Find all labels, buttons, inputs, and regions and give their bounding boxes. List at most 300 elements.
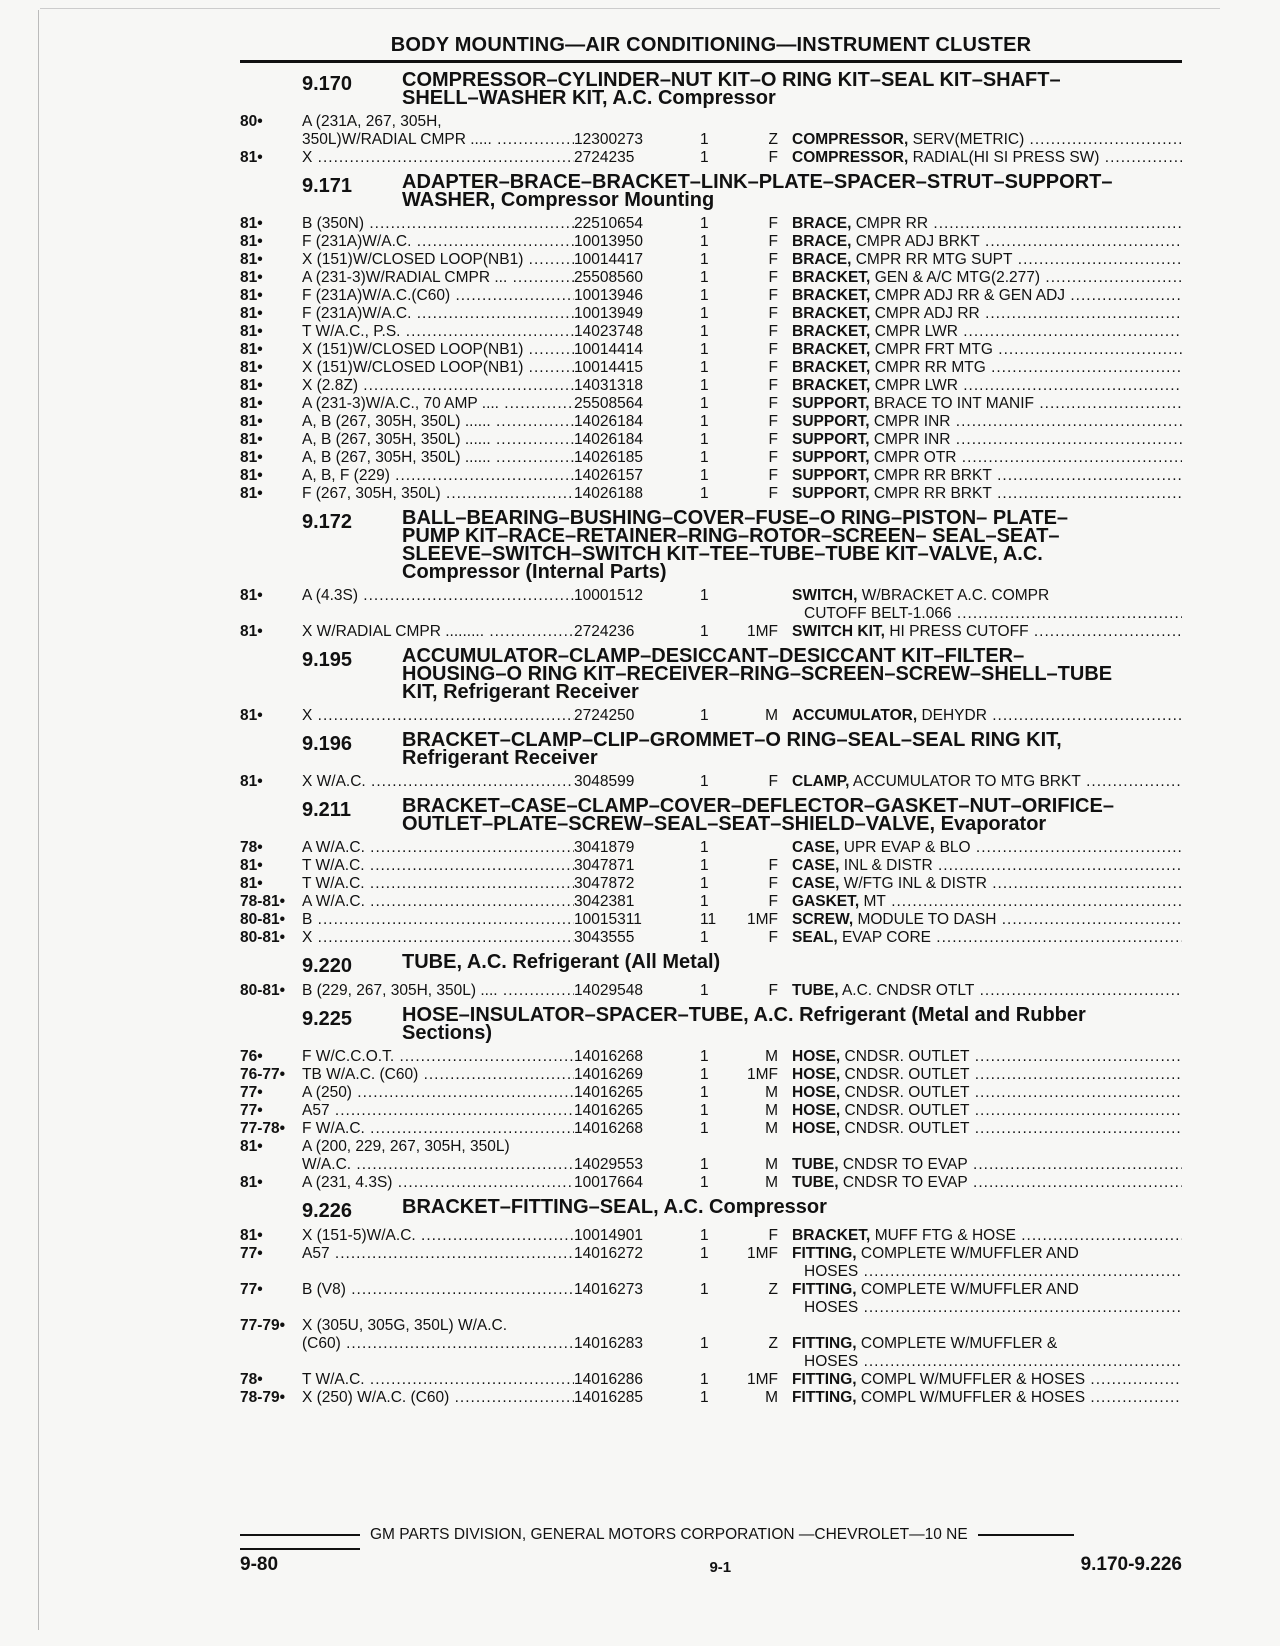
description-name: BRACKET, — [792, 377, 871, 394]
application-text: X — [302, 707, 313, 724]
quantity: 1 — [700, 1245, 709, 1262]
description-cell — [792, 1389, 1182, 1407]
description-name: BRACKET, — [792, 323, 871, 340]
application-cell — [302, 377, 574, 395]
model-year: 81• — [240, 449, 263, 466]
description-cell — [792, 1281, 1182, 1299]
description-name: BRACKET, — [792, 269, 871, 286]
source-code — [738, 1317, 792, 1335]
description-cell — [792, 467, 1182, 485]
leader-dots — [312, 149, 574, 166]
application-cell — [302, 1371, 574, 1389]
application-cell — [302, 911, 574, 929]
section-9-171 — [240, 173, 1182, 503]
model-year: 81• — [240, 1174, 263, 1191]
description-name: HOSE, — [792, 1048, 841, 1065]
parts-row — [240, 1389, 1182, 1407]
leader-dots — [1034, 395, 1182, 412]
description-cell — [792, 623, 1182, 641]
description-name: BRACKET, — [792, 1227, 871, 1244]
description-name: TUBE, — [792, 1156, 839, 1173]
model-year: 77• — [240, 1245, 263, 1262]
source-code: M — [765, 1120, 778, 1137]
description-name: TUBE, — [792, 982, 839, 999]
parts-row — [240, 341, 1182, 359]
description-name: COMPRESSOR, — [792, 149, 909, 166]
section-9-225 — [240, 1006, 1182, 1192]
leader-dots — [491, 413, 574, 430]
application-cell — [302, 215, 574, 233]
description-text: CMPR RR MTG — [874, 359, 986, 376]
part-number: 10015311 — [574, 911, 642, 928]
parts-row — [240, 707, 1182, 725]
application-cell — [302, 1227, 574, 1245]
description-cell — [792, 1120, 1182, 1138]
section-title-line: ADAPTER–BRACE–BRACKET–LINK–PLATE–SPACER–STRUT–SUPPORT– — [402, 171, 1113, 193]
model-year: 81• — [240, 1227, 263, 1244]
parts-row — [240, 982, 1182, 1000]
part-number: 14031318 — [574, 377, 643, 394]
description-text: GEN & A/C MTG(2.277) — [874, 269, 1041, 286]
leader-dots — [400, 323, 574, 340]
leader-dots — [969, 1048, 1182, 1065]
part-number: 14026157 — [574, 467, 643, 484]
section-title — [402, 731, 1182, 767]
section-number: 9.220 — [302, 955, 353, 977]
description-continuation — [792, 1353, 1182, 1371]
spacer — [574, 605, 792, 623]
description-name: FITTING, — [792, 1245, 857, 1262]
sections-container — [240, 71, 1182, 1407]
catalog-page — [240, 34, 1182, 1407]
description-cell — [792, 1335, 1182, 1353]
model-year: 77-79• — [240, 1317, 286, 1334]
application-cell — [302, 485, 574, 503]
model-year: 78• — [240, 1371, 263, 1388]
application-cell — [302, 395, 574, 413]
description-text: CNDSR. OUTLET — [844, 1120, 970, 1137]
description-text: COMPL W/MUFFLER & HOSES — [860, 1371, 1086, 1388]
description-cell — [792, 875, 1182, 893]
section-title-line: HOSE–INSULATOR–SPACER–TUBE, A.C. Refrigerant (Metal and Rubber — [402, 1004, 1086, 1026]
description-name: SUPPORT, — [792, 485, 870, 502]
footer-sheet-number: 9-1 — [709, 1559, 732, 1576]
leader-dots — [365, 1371, 574, 1388]
application-text: B (V8) — [302, 1281, 346, 1298]
leader-dots — [858, 1353, 1182, 1370]
quantity: 1 — [700, 251, 709, 268]
leader-dots — [390, 467, 574, 484]
application-text: A (4.3S) — [302, 587, 358, 604]
model-year: 81• — [240, 323, 263, 340]
leader-dots — [411, 305, 574, 322]
model-year: 81• — [240, 359, 263, 376]
section-9-226 — [240, 1198, 1182, 1407]
section-title — [402, 509, 1182, 581]
leader-dots — [507, 269, 574, 286]
description-text: BRACE TO INT MANIF — [873, 395, 1035, 412]
source-code — [738, 1138, 792, 1156]
leader-dots — [1040, 269, 1182, 286]
source-code: F — [768, 269, 778, 286]
source-code: 1MF — [747, 1371, 778, 1388]
model-year: 81• — [240, 485, 263, 502]
source-code: F — [768, 377, 778, 394]
quantity: 1 — [700, 1227, 709, 1244]
part-number: 14029553 — [574, 1156, 643, 1173]
quantity: 1 — [700, 305, 709, 322]
leader-dots — [491, 449, 574, 466]
model-year: 80-81• — [240, 982, 286, 999]
leader-dots — [950, 431, 1182, 448]
source-code: F — [768, 413, 778, 430]
application-text: X (151-5)W/A.C. — [302, 1227, 416, 1244]
application-cell — [302, 623, 574, 641]
description-text: CNDSR TO EVAP — [842, 1174, 968, 1191]
application-text: A, B (267, 305H, 350L) ...... — [302, 413, 491, 430]
application-text: A57 — [302, 1102, 330, 1119]
model-year: 77• — [240, 1084, 263, 1101]
section-title-line: OUTLET–PLATE–SCREW–SEAL–SEAT–SHIELD–VALVE, Evaporator — [402, 813, 1047, 835]
application-cell — [302, 773, 574, 791]
description-name: HOSE, — [792, 1066, 841, 1083]
leader-dots — [351, 1156, 574, 1173]
description-cell — [792, 587, 1182, 605]
description-cell — [792, 857, 1182, 875]
application-cell — [302, 1066, 574, 1084]
part-number: 14016286 — [574, 1371, 643, 1388]
section-number: 9.171 — [302, 175, 353, 197]
quantity: 1 — [700, 1335, 709, 1352]
leader-dots — [492, 131, 574, 148]
section-title-line: SHELL–WASHER KIT, A.C. Compressor — [402, 87, 776, 109]
footer-publisher-text: GM PARTS DIVISION, GENERAL MOTORS CORPORATION —CHEVROLET—10 NE — [370, 1526, 968, 1543]
model-year: 81• — [240, 587, 263, 604]
section-title — [402, 1198, 1182, 1216]
part-number: 10013950 — [574, 233, 643, 250]
description-text: CMPR INR — [873, 413, 951, 430]
leader-dots — [341, 1335, 574, 1352]
spacer — [302, 1299, 574, 1317]
model-year: 81• — [240, 623, 263, 640]
spacer — [240, 1263, 302, 1281]
parts-row — [240, 773, 1182, 791]
model-year: 81• — [240, 305, 263, 322]
description-cell — [792, 1317, 1182, 1335]
application-text: T W/A.C., P.S. — [302, 323, 401, 340]
description-text: RADIAL(HI SI PRESS SW) — [912, 149, 1100, 166]
parts-row — [240, 395, 1182, 413]
quantity: 1 — [700, 875, 709, 892]
part-number: 10017664 — [574, 1174, 643, 1191]
footer-bottom — [240, 1548, 1182, 1576]
source-code: 1MF — [747, 1066, 778, 1083]
leader-dots — [491, 431, 574, 448]
description-text: DEHYDR — [921, 707, 987, 724]
model-year: 81• — [240, 395, 263, 412]
description-cell — [792, 287, 1182, 305]
source-code: M — [765, 1048, 778, 1065]
leader-dots — [418, 1066, 574, 1083]
description-cell — [792, 1048, 1182, 1066]
application-cell — [302, 1156, 574, 1174]
description-cell — [792, 1102, 1182, 1120]
part-number: 14029548 — [574, 982, 643, 999]
parts-row — [240, 1335, 1182, 1353]
leader-dots — [950, 413, 1182, 430]
leader-dots — [346, 1281, 574, 1298]
description-cell — [792, 269, 1182, 287]
description-cell — [792, 431, 1182, 449]
application-text: X (151)W/CLOSED LOOP(NB1) — [302, 359, 524, 376]
leader-dots — [416, 1227, 574, 1244]
application-text: X — [302, 929, 313, 946]
quantity: 1 — [700, 1174, 709, 1191]
application-cell — [302, 449, 574, 467]
parts-row — [240, 587, 1182, 605]
leader-dots — [968, 1174, 1182, 1191]
description-text: CNDSR. OUTLET — [844, 1066, 970, 1083]
application-text: B — [302, 911, 313, 928]
description-name: FITTING, — [792, 1389, 857, 1406]
description-name: SWITCH, — [792, 587, 858, 604]
part-number: 12300273 — [574, 131, 643, 148]
part-number: 3043555 — [574, 929, 635, 946]
part-number: 14016269 — [574, 1066, 643, 1083]
leader-dots — [358, 377, 574, 394]
parts-row-continuation — [240, 605, 1182, 623]
description-cell — [792, 929, 1182, 947]
section-title-line: SLEEVE–SWITCH–SWITCH KIT–TEE–TUBE–TUBE KIT–VALVE, A.C. — [402, 543, 1043, 565]
leader-dots — [450, 287, 574, 304]
description-cell — [792, 149, 1182, 167]
description-name: ACCUMULATOR, — [792, 707, 918, 724]
parts-row — [240, 449, 1182, 467]
quantity: 1 — [700, 287, 709, 304]
part-number: 22510654 — [574, 215, 643, 232]
source-code — [738, 113, 792, 131]
model-year: 81• — [240, 269, 263, 286]
application-cell — [302, 1281, 574, 1299]
description-name: HOSE, — [792, 1102, 841, 1119]
quantity: 1 — [700, 1371, 709, 1388]
application-cell — [302, 323, 574, 341]
source-code: 1MF — [747, 1245, 778, 1262]
quantity: 1 — [700, 1281, 709, 1298]
model-year — [240, 1156, 302, 1174]
part-number: 14023748 — [574, 323, 643, 340]
model-year: 81• — [240, 341, 263, 358]
quantity: 1 — [700, 431, 709, 448]
section-number: 9.211 — [302, 799, 351, 821]
application-text: A (200, 229, 267, 305H, 350L) — [302, 1138, 510, 1155]
quantity — [686, 113, 738, 131]
parts-row — [240, 875, 1182, 893]
leader-dots — [858, 1299, 1182, 1316]
section-header — [240, 953, 1182, 976]
part-number — [574, 113, 686, 131]
application-text: W/A.C. — [302, 1156, 352, 1173]
description-cell — [792, 1174, 1182, 1192]
application-cell — [302, 1174, 574, 1192]
application-text: B (229, 267, 305H, 350L) .... — [302, 982, 498, 999]
scan-edge-top — [40, 8, 1220, 9]
description-text: W/BRACKET A.C. COMPR — [861, 587, 1050, 604]
section-number: 9.226 — [302, 1200, 353, 1222]
application-cell — [302, 1120, 574, 1138]
parts-row — [240, 431, 1182, 449]
application-cell — [302, 893, 574, 911]
quantity: 1 — [700, 773, 709, 790]
part-number: 2724250 — [574, 707, 635, 724]
quantity: 1 — [700, 467, 709, 484]
model-year: 81• — [240, 773, 263, 790]
part-number: 10014417 — [574, 251, 643, 268]
description-cell — [792, 707, 1182, 725]
section-title-line: KIT, Refrigerant Receiver — [402, 681, 639, 703]
section-title-line: Sections) — [402, 1022, 493, 1044]
description-text: CMPR RR BRKT — [873, 485, 992, 502]
leader-dots — [969, 1102, 1182, 1119]
description-text: CMPR ADJ RR — [874, 305, 980, 322]
quantity: 1 — [700, 131, 709, 148]
application-text: A (231, 4.3S) — [302, 1174, 393, 1191]
parts-row-continuation — [240, 1299, 1182, 1317]
application-cell — [302, 857, 574, 875]
leader-dots — [366, 773, 574, 790]
section-9-195 — [240, 647, 1182, 725]
application-text: F (267, 305H, 350L) — [302, 485, 441, 502]
leader-dots — [971, 839, 1182, 856]
description-name: CASE, — [792, 857, 840, 874]
leader-dots — [1029, 623, 1182, 640]
application-cell — [302, 131, 574, 149]
quantity: 1 — [700, 377, 709, 394]
leader-dots — [523, 341, 574, 358]
leader-dots — [1065, 287, 1182, 304]
leader-dots — [987, 875, 1182, 892]
parts-row — [240, 251, 1182, 269]
description-name: SUPPORT, — [792, 449, 870, 466]
application-text: X (151)W/CLOSED LOOP(NB1) — [302, 251, 524, 268]
quantity: 1 — [700, 839, 709, 856]
section-title-line: COMPRESSOR–CYLINDER–NUT KIT–O RING KIT–SEAL KIT–SHAFT– — [402, 69, 1061, 91]
leader-dots — [1099, 149, 1182, 166]
section-title-line: BALL–BEARING–BUSHING–COVER–FUSE–O RING–PISTON– PLATE– — [402, 507, 1069, 529]
description-cell — [792, 113, 1182, 131]
description-cell — [792, 395, 1182, 413]
parts-row — [240, 1371, 1182, 1389]
description-name: SUPPORT, — [792, 467, 870, 484]
model-year: 81• — [240, 377, 263, 394]
spacer — [302, 605, 574, 623]
part-number: 14016285 — [574, 1389, 643, 1406]
application-cell — [302, 341, 574, 359]
description-cell — [792, 305, 1182, 323]
application-text: X (151)W/CLOSED LOOP(NB1) — [302, 341, 524, 358]
source-code: F — [768, 359, 778, 376]
model-year: 81• — [240, 1138, 263, 1155]
description-name: CLAMP, — [792, 773, 850, 790]
application-cell — [302, 1138, 574, 1156]
section-title-line: PUMP KIT–RACE–RETAINER–RING–ROTOR–SCREEN– SEAL–SEAT– — [402, 525, 1060, 547]
parts-row — [240, 1317, 1182, 1335]
quantity: 1 — [700, 982, 709, 999]
application-text: A (250) — [302, 1084, 352, 1101]
parts-row — [240, 323, 1182, 341]
source-code — [738, 587, 792, 605]
parts-row — [240, 1227, 1182, 1245]
application-cell — [302, 1317, 574, 1335]
description-name: SUPPORT, — [792, 431, 870, 448]
leader-dots — [449, 1389, 574, 1406]
quantity: 1 — [700, 215, 709, 232]
leader-dots — [1024, 131, 1182, 148]
parts-row — [240, 413, 1182, 431]
parts-row-continuation — [240, 1353, 1182, 1371]
leader-dots — [952, 605, 1182, 622]
leader-dots — [928, 215, 1182, 232]
source-code: F — [768, 215, 778, 232]
application-cell — [302, 431, 574, 449]
model-year: 81• — [240, 875, 263, 892]
description-cell — [792, 341, 1182, 359]
source-code: M — [765, 1389, 778, 1406]
part-number: 14016268 — [574, 1120, 643, 1137]
description-cell — [792, 131, 1182, 149]
application-text: X (2.8Z) — [302, 377, 358, 394]
model-year: 81• — [240, 287, 263, 304]
description-name: BRACKET, — [792, 287, 871, 304]
quantity: 1 — [700, 1048, 709, 1065]
application-text: F (231A)W/A.C. — [302, 233, 412, 250]
description-cell — [792, 1084, 1182, 1102]
leader-dots — [312, 911, 574, 928]
leader-dots — [365, 875, 574, 892]
application-text: A (231-3)W/A.C., 70 AMP .... — [302, 395, 499, 412]
section-number: 9.195 — [302, 649, 353, 671]
parts-row — [240, 269, 1182, 287]
parts-row — [240, 857, 1182, 875]
source-code: F — [768, 929, 778, 946]
application-cell — [302, 113, 574, 131]
part-number: 14016265 — [574, 1102, 643, 1119]
footer-line — [240, 1526, 1182, 1544]
leader-dots — [523, 251, 574, 268]
source-code: F — [768, 251, 778, 268]
leader-dots — [957, 449, 1183, 466]
section-title-line: BRACKET–CLAMP–CLIP–GROMMET–O RING–SEAL–SEAL RING KIT, — [402, 729, 1062, 751]
application-text: A W/A.C. — [302, 839, 365, 856]
source-code: F — [768, 982, 778, 999]
description-text: A.C. CNDSR OTLT — [841, 982, 975, 999]
quantity: 1 — [700, 341, 709, 358]
leader-dots — [968, 1156, 1182, 1173]
leader-dots — [1085, 1371, 1182, 1388]
quantity: 1 — [700, 893, 709, 910]
model-year: 76• — [240, 1048, 263, 1065]
source-code: F — [768, 893, 778, 910]
leader-dots — [1081, 773, 1182, 790]
model-year: 78-81• — [240, 893, 286, 910]
application-cell — [302, 929, 574, 947]
parts-row — [240, 1102, 1182, 1120]
leader-dots — [858, 1263, 1182, 1280]
description-cell — [792, 911, 1182, 929]
description-text: CMPR FRT MTG — [874, 341, 993, 358]
application-text: X (250) W/A.C. (C60) — [302, 1389, 450, 1406]
source-code: M — [765, 1084, 778, 1101]
